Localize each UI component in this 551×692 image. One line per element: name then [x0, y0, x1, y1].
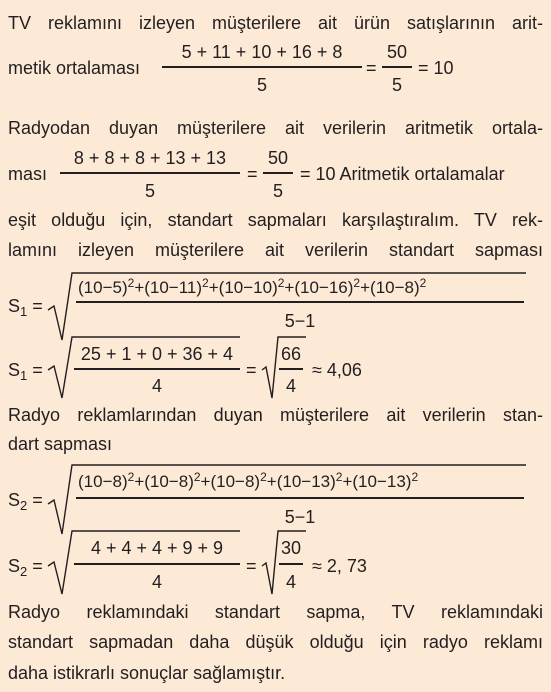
result-text: = 10 [418, 58, 454, 78]
fraction-bar [263, 172, 293, 174]
fraction-numerator: 50 [386, 42, 408, 62]
formula-lhs: $S_2$ = [8, 556, 43, 579]
text-line: Radyo reklamındaki standart sapma, TV reklamındaki [8, 602, 543, 622]
fraction-denominator: 5 [256, 75, 267, 95]
fraction-bar [279, 368, 303, 370]
fraction-numerator: 30 [280, 538, 302, 558]
formula-numerator: $(10-8)^2+(10-8)^2+(10-8)^2+(10-13)^2+(10-13)^2$ [78, 470, 419, 491]
text-line: daha istikrarlı sonuçlar sağlamıştır. [8, 663, 286, 683]
fraction-bar [60, 172, 240, 174]
fraction-denominator: 4 [151, 376, 162, 396]
text-line: Radyodan duyan müşterilere ait verilerin aritmetik ortala- [8, 118, 543, 138]
fraction-bar [162, 66, 362, 68]
fraction-bar [76, 497, 524, 499]
equals-sign: = [246, 360, 257, 380]
fraction-bar [382, 66, 412, 68]
fraction-numerator: 25 + 1 + 0 + 36 + 4 [80, 344, 234, 364]
fraction-bar [279, 563, 303, 565]
formula-lhs: $S_2$ = [8, 490, 43, 513]
text-line: Radyo reklamlarından duyan müşterilere ait verilerin stan- [8, 405, 543, 425]
text-line: standart sapmadan daha düşük olduğu için radyo reklamı [8, 632, 543, 652]
fraction-bar [74, 368, 240, 370]
fraction-numerator: 5 + 11 + 10 + 16 + 8 [181, 42, 343, 62]
fraction-bar [74, 563, 240, 565]
fraction-numerator: 8 + 8 + 8 + 13 + 13 [73, 148, 227, 168]
fraction-numerator: 66 [280, 344, 302, 364]
fraction-denominator: 5 [391, 75, 402, 95]
approx-result: ≈ 2, 73 [312, 556, 367, 576]
fraction-bar [76, 301, 524, 303]
formula-numerator: $(10-5)^2+(10-11)^2+(10-10)^2+(10-16)^2+(10-8)^2$ [78, 276, 427, 297]
text-line: TV reklamını izleyen müşterilere ait ürün satışlarının arit- [8, 13, 543, 33]
fraction-denominator: 4 [285, 572, 296, 592]
equals-sign: = [366, 58, 377, 78]
equals-sign: = [246, 556, 257, 576]
text-line: eşit olduğu için, standart sapmaları karşılaştıralım. TV rek- [8, 210, 543, 230]
fraction-denominator: 5 [144, 181, 155, 201]
formula-lhs: $S_1$ = [8, 296, 43, 319]
formula-denominator: 5−1 [284, 507, 316, 527]
text-line: lamını izleyen müşterilere ait verilerin standart sapması [8, 240, 543, 260]
fraction-denominator: 4 [285, 376, 296, 396]
result-text: = 10 Aritmetik ortalamalar [300, 164, 505, 184]
text-prefix: ması [8, 164, 48, 184]
equals-sign: = [247, 164, 258, 184]
text-prefix: metik ortalaması [8, 58, 141, 78]
fraction-denominator: 5 [272, 181, 283, 201]
fraction-denominator: 4 [151, 572, 162, 592]
approx-result: ≈ 4,06 [312, 360, 362, 380]
text-line: dart sapması [8, 434, 113, 454]
formula-lhs: $S_1$ = [8, 360, 43, 383]
fraction-numerator: 50 [267, 148, 289, 168]
fraction-numerator: 4 + 4 + 4 + 9 + 9 [90, 538, 224, 558]
formula-denominator: 5−1 [284, 311, 316, 331]
